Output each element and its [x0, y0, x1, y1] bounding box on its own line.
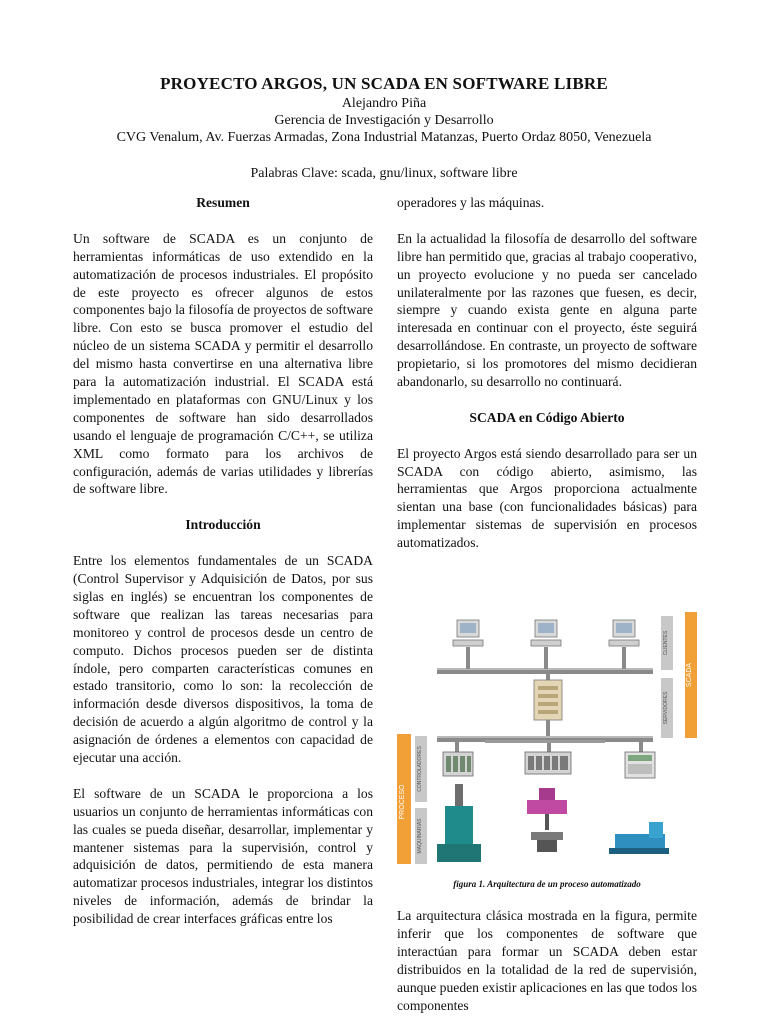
machine-icon	[437, 784, 481, 862]
servidores-label: SERVIDORES	[663, 691, 669, 725]
architecture-figure	[397, 612, 697, 874]
plc-controller-icon	[625, 752, 655, 778]
left-column	[73, 194, 373, 928]
keywords: Palabras Clave: scada, gnu/linux, software libre	[250, 166, 518, 181]
controladores-label: CONTROLADORES	[417, 746, 423, 792]
right-tail	[397, 907, 697, 1014]
machine-icon	[527, 788, 567, 852]
right-paragraph-3: El proyecto Argos está siendo desarrollado para ser un SCADA con código abierto, asimismo, las herramientas que Argos proporciona actualmente sientan una base (con funcionalidades básicas) para implementar sistemas de supervisión en procesos automatizados.	[397, 445, 697, 551]
machine-icon	[609, 822, 669, 854]
intro-heading: Introducción	[185, 517, 261, 533]
author-affiliation: CVG Venalum, Av. Fuerzas Armadas, Zona Industrial Matanzas, Puerto Ordaz 8050, Venezuela	[116, 130, 652, 145]
proceso-label: PROCESO	[399, 784, 406, 820]
intro-paragraph-2: El software de un SCADA le proporciona a los usuarios un conjunto de herramientas informáticas con las cuales se pueda diseñar, desarrollar, implementar y mantener sistemas para la supervisión, control y adquisición de datos, permitiendo de esta manera automatizar procesos industriales, integrar los distintos niveles de información, además de brindar la posibilidad de crear interfaces gráficas entre los	[73, 785, 373, 927]
right-paragraph-4: La arquitectura clásica mostrada en la figura, permite inferir que los componentes de software que interactúan para formar un SCADA deben estar distribuidos en la totalidad de la red de supervisión, aunque pueden existir aplicaciones en las que todos los componentes	[397, 908, 697, 1013]
right-column	[397, 194, 697, 552]
plc-controller-icon	[443, 752, 473, 776]
right-continuation: operadores y las máquinas.	[397, 195, 545, 210]
figure-caption: figura 1. Arquitectura de un proceso automatizado	[453, 879, 641, 889]
maquinarias-label: MAQUINARIAS	[417, 818, 423, 854]
intro-paragraph-1: Entre los elementos fundamentales de un SCADA (Control Supervisor y Adquisición de Datos, por sus siglas en inglés) se encuentran los componentes de software que realizan las tareas necesarias para monitoreo y control de procesos desde un centro de computo. Dichos procesos pueden ser de distinta índole, pero comparten características comunes en estado transitorio, como lo son: la recolección de información desde diversos dispositivos, la toma de decisión de acuerdo a algún algoritmo de control y la asignación de órdenes a elementos con capacidad de ejecutar una acción.	[73, 553, 373, 766]
client-computer-icon	[453, 620, 483, 669]
resumen-text: Un software de SCADA es un conjunto de herramientas informáticas de uso extendido en la automatización de procesos industriales. El propósito de este proyecto es ofrecer algunos de estos componentes bajo la filosofía de proyectos de software libre. Con esto se busca promover el estudio del núcleo de un sistema SCADA y permitir el desarrollo del mismo hasta convertirse en una alternativa libre para la automatización industrial. El SCADA está implementado en plataformas con GNU/Linux y los componentes de software han sido desarrollados usando el lenguaje de programación C/C++, se utiliza XML como formato para los archivos de configuración, además de varias utilidades y librerías de software libre.	[73, 230, 373, 497]
scada-heading: SCADA en Código Abierto	[469, 409, 625, 425]
author-name: Alejandro Piña	[341, 96, 427, 111]
scada-label: SCADA	[686, 662, 693, 688]
plc-controller-icon	[525, 752, 571, 774]
paper-title: PROYECTO ARGOS, UN SCADA EN SOFTWARE LIBRE	[160, 74, 608, 93]
resumen-heading: Resumen	[196, 195, 250, 210]
client-computer-icon	[609, 620, 639, 669]
clientes-label: CLIENTES	[663, 630, 669, 656]
right-paragraph-2: En la actualidad la filosofía de desarrollo del software libre han permitido que, gracias al trabajo cooperativo, un proyecto evolucione y no pueda ser cancelado unilateralmente por las razones que fuesen, es decir, siempre y cuando exista gente en alguna parte interesada en continuar con el proyecto, éste seguirá desarrollándose. En contraste, un proyecto de software propietario, si los promotores del mismo decidieran abandonarlo, su desarrollo no continuará.	[397, 230, 697, 390]
server-icon	[534, 680, 562, 720]
author-department: Gerencia de Investigación y Desarrollo	[274, 113, 494, 128]
client-computer-icon	[531, 620, 561, 669]
